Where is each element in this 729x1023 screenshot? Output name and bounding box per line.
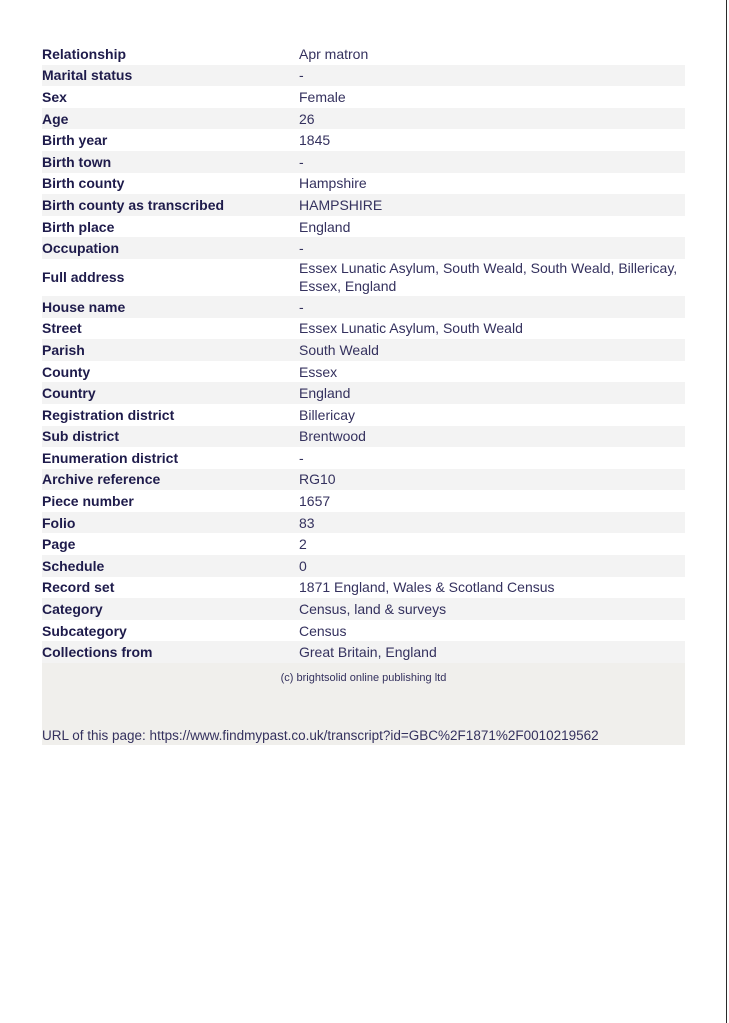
row-label: Category	[42, 601, 103, 618]
row-label: Subcategory	[42, 622, 127, 639]
table-row	[42, 382, 685, 404]
row-label: Age	[42, 110, 69, 127]
row-label: Record set	[42, 579, 115, 596]
table-row	[42, 512, 685, 534]
row-label: House name	[42, 298, 126, 315]
row-value: 0	[299, 557, 307, 574]
table-row	[42, 490, 685, 512]
row-value: Essex	[299, 363, 338, 380]
table-row	[42, 129, 685, 151]
table-row	[42, 318, 685, 340]
table-row	[42, 237, 685, 259]
table-row	[42, 339, 685, 361]
row-value: South Weald	[299, 341, 379, 358]
row-value: Essex Lunatic Asylum, South Weald	[299, 320, 523, 337]
row-label: Collections from	[42, 644, 153, 661]
row-value: 1871 England, Wales & Scotland Census	[299, 579, 555, 596]
row-value: -	[299, 67, 304, 84]
row-value: England	[299, 385, 351, 402]
row-label: County	[42, 363, 91, 380]
table-row	[42, 641, 685, 663]
table-row	[42, 426, 685, 448]
row-value: Census	[299, 622, 347, 639]
table-row	[42, 194, 685, 216]
row-label: Registration district	[42, 406, 175, 423]
row-value: England	[299, 218, 351, 235]
row-value: 83	[299, 514, 315, 531]
table-row	[42, 43, 685, 65]
row-label: Country	[42, 385, 96, 402]
table-row	[42, 533, 685, 555]
row-value: 1845	[299, 132, 331, 149]
table-row	[42, 469, 685, 491]
row-value: Census, land & surveys	[299, 601, 447, 618]
table-row	[42, 65, 685, 87]
row-value: -	[299, 298, 304, 315]
row-label: Folio	[42, 514, 76, 531]
table-row	[42, 598, 685, 620]
row-value: -	[299, 449, 304, 466]
table-row	[42, 259, 685, 296]
table-row	[42, 361, 685, 383]
table-row	[42, 447, 685, 469]
row-label: Sex	[42, 88, 67, 105]
table-row	[42, 404, 685, 426]
table-row	[42, 296, 685, 318]
table-row	[42, 173, 685, 195]
row-value: Female	[299, 88, 346, 105]
row-label: Birth place	[42, 218, 115, 235]
row-label: Sub district	[42, 428, 120, 445]
row-label: Birth county	[42, 175, 125, 192]
table-row	[42, 577, 685, 599]
copyright-notice: (c) brightsolid online publishing ltd	[280, 672, 447, 685]
table-row	[42, 151, 685, 173]
table-row	[42, 86, 685, 108]
row-label: Full address	[42, 269, 125, 286]
table-row	[42, 108, 685, 130]
transcript-table	[42, 43, 685, 663]
row-label: Archive reference	[42, 471, 161, 488]
row-label: Street	[42, 320, 82, 337]
row-value: Great Britain, England	[299, 644, 437, 661]
row-label: Enumeration district	[42, 449, 179, 466]
row-label: Birth year	[42, 132, 108, 149]
row-label: Occupation	[42, 240, 120, 257]
row-value: Brentwood	[299, 428, 366, 445]
row-value: 2	[299, 536, 307, 553]
table-row	[42, 555, 685, 577]
table-row	[42, 620, 685, 642]
row-label: Birth town	[42, 153, 112, 170]
row-value: RG10	[299, 471, 336, 488]
row-value: -	[299, 240, 304, 257]
row-value: Billericay	[299, 406, 356, 423]
transcript-page	[42, 43, 685, 745]
row-label: Parish	[42, 341, 85, 358]
page-url-text: URL of this page: https://www.findmypast.co.uk/transcript?id=GBC%2F1871%2F0010219562	[42, 728, 599, 744]
page-edge-divider	[726, 0, 727, 1023]
row-value: 1657	[299, 493, 331, 510]
row-label: Marital status	[42, 67, 133, 84]
row-value: Apr matron	[299, 45, 369, 62]
table-row	[42, 216, 685, 238]
row-label: Birth county as transcribed	[42, 196, 225, 213]
row-label: Schedule	[42, 557, 105, 574]
row-label: Relationship	[42, 45, 127, 62]
row-value: HAMPSHIRE	[299, 196, 383, 213]
row-value: 26	[299, 110, 315, 127]
row-value: -	[299, 153, 304, 170]
row-value: Essex Lunatic Asylum, South Weald, South Weald, Billericay, Essex, England	[299, 260, 678, 295]
footer-panel	[42, 663, 685, 745]
row-label: Page	[42, 536, 76, 553]
row-value: Hampshire	[299, 175, 367, 192]
row-label: Piece number	[42, 493, 134, 510]
